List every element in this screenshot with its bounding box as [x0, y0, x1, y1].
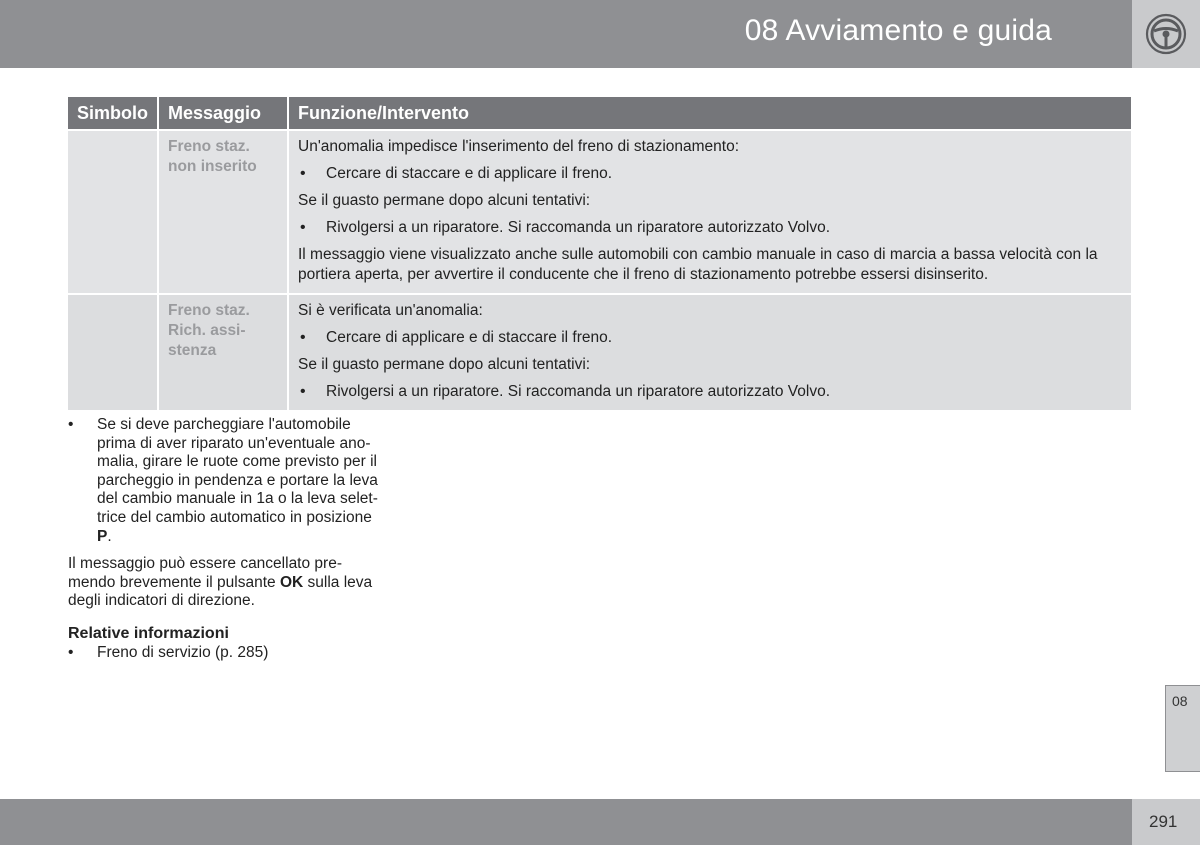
- text-line: [97, 528, 398, 547]
- text-line: Se si deve parcheggiare l'automobile: [97, 416, 351, 433]
- parking-note-bullet: [68, 416, 398, 546]
- message-table: [68, 97, 1131, 410]
- message-line: non inserito: [168, 158, 257, 175]
- function-cell: [288, 130, 1131, 294]
- ok-button-label: OK: [279, 573, 304, 591]
- text-line: degli indicatori di direzione.: [68, 592, 255, 610]
- column-header-message: Messaggio: [158, 97, 288, 130]
- table-row: [68, 294, 1131, 410]
- side-tab-label: 08: [1172, 693, 1188, 709]
- footer-bar: [0, 799, 1132, 845]
- header-bar: [0, 0, 1132, 68]
- function-text: Si è verificata un'anomalia:: [298, 302, 483, 319]
- lower-text-column: [68, 416, 398, 662]
- chapter-icon-box: [1132, 0, 1200, 68]
- function-text: Un'anomalia impedisce l'inserimento del freno di stazionamento:: [298, 138, 740, 155]
- page-number: 291: [1149, 812, 1178, 831]
- ok-button-paragraph: [68, 555, 398, 611]
- function-bullet: • Cercare di applicare e di staccare il freno.: [298, 328, 1122, 348]
- message-line: stenza: [168, 342, 217, 359]
- bullet-dot: •: [68, 643, 74, 661]
- message-cell: [158, 130, 288, 294]
- symbol-cell: [68, 294, 158, 410]
- text-fragment: mendo brevemente il pulsante: [68, 573, 280, 591]
- message-line: Rich. assi-: [168, 322, 246, 339]
- text-fragment: sulla leva: [303, 573, 373, 591]
- steering-wheel-icon: [1145, 13, 1187, 55]
- chapter-side-tab: [1165, 685, 1200, 772]
- text-line: Il messaggio può essere cancellato pre-: [68, 555, 342, 573]
- message-line: Freno staz.: [168, 138, 250, 155]
- related-link-item[interactable]: [68, 644, 398, 663]
- symbol-cell: [68, 130, 158, 294]
- related-link-text[interactable]: Freno di servizio (p. 285): [97, 643, 269, 661]
- text-line: malia, girare le ruote come previsto per il: [97, 453, 377, 471]
- chapter-title: 08 Avviamento e guida: [744, 14, 1052, 47]
- text-line: parcheggio in pendenza e portare la leva: [97, 471, 378, 489]
- function-text: Se il guasto permane dopo alcuni tentativi:: [298, 356, 591, 373]
- function-cell: [288, 294, 1131, 410]
- table-header-row: [68, 97, 1131, 130]
- text-line: [68, 574, 398, 593]
- column-header-symbol: Simbolo: [68, 97, 158, 130]
- message-line: Freno staz.: [168, 302, 250, 319]
- function-text: Il messaggio viene visualizzato anche sulle automobili con cambio manuale in caso di marcia a bassa velocità con la portiera aperta, per avvertire il conducente che il freno di stazionamento potrebbe essersi disinserito.: [298, 246, 1098, 283]
- column-header-function: Funzione/Intervento: [288, 97, 1131, 130]
- text-line: trice del cambio automatico in posizione: [97, 508, 372, 526]
- text-tail: .: [107, 527, 112, 545]
- table-row: [68, 130, 1131, 294]
- text-line: del cambio manuale in 1a o la leva selet-: [97, 490, 378, 508]
- bullet-dot: •: [68, 416, 74, 433]
- related-info-heading: Relative informazioni: [68, 624, 229, 642]
- function-bullet: • Rivolgersi a un riparatore. Si raccomanda un riparatore autorizzato Volvo.: [298, 218, 1122, 238]
- gear-position-p: P: [97, 527, 108, 545]
- function-bullet: • Rivolgersi a un riparatore. Si raccomanda un riparatore autorizzato Volvo.: [298, 382, 1122, 402]
- function-bullet: • Cercare di staccare e di applicare il freno.: [298, 164, 1122, 184]
- function-text: Se il guasto permane dopo alcuni tentativi:: [298, 192, 591, 209]
- text-line: prima di aver riparato un'eventuale ano-: [97, 434, 371, 452]
- message-cell: [158, 294, 288, 410]
